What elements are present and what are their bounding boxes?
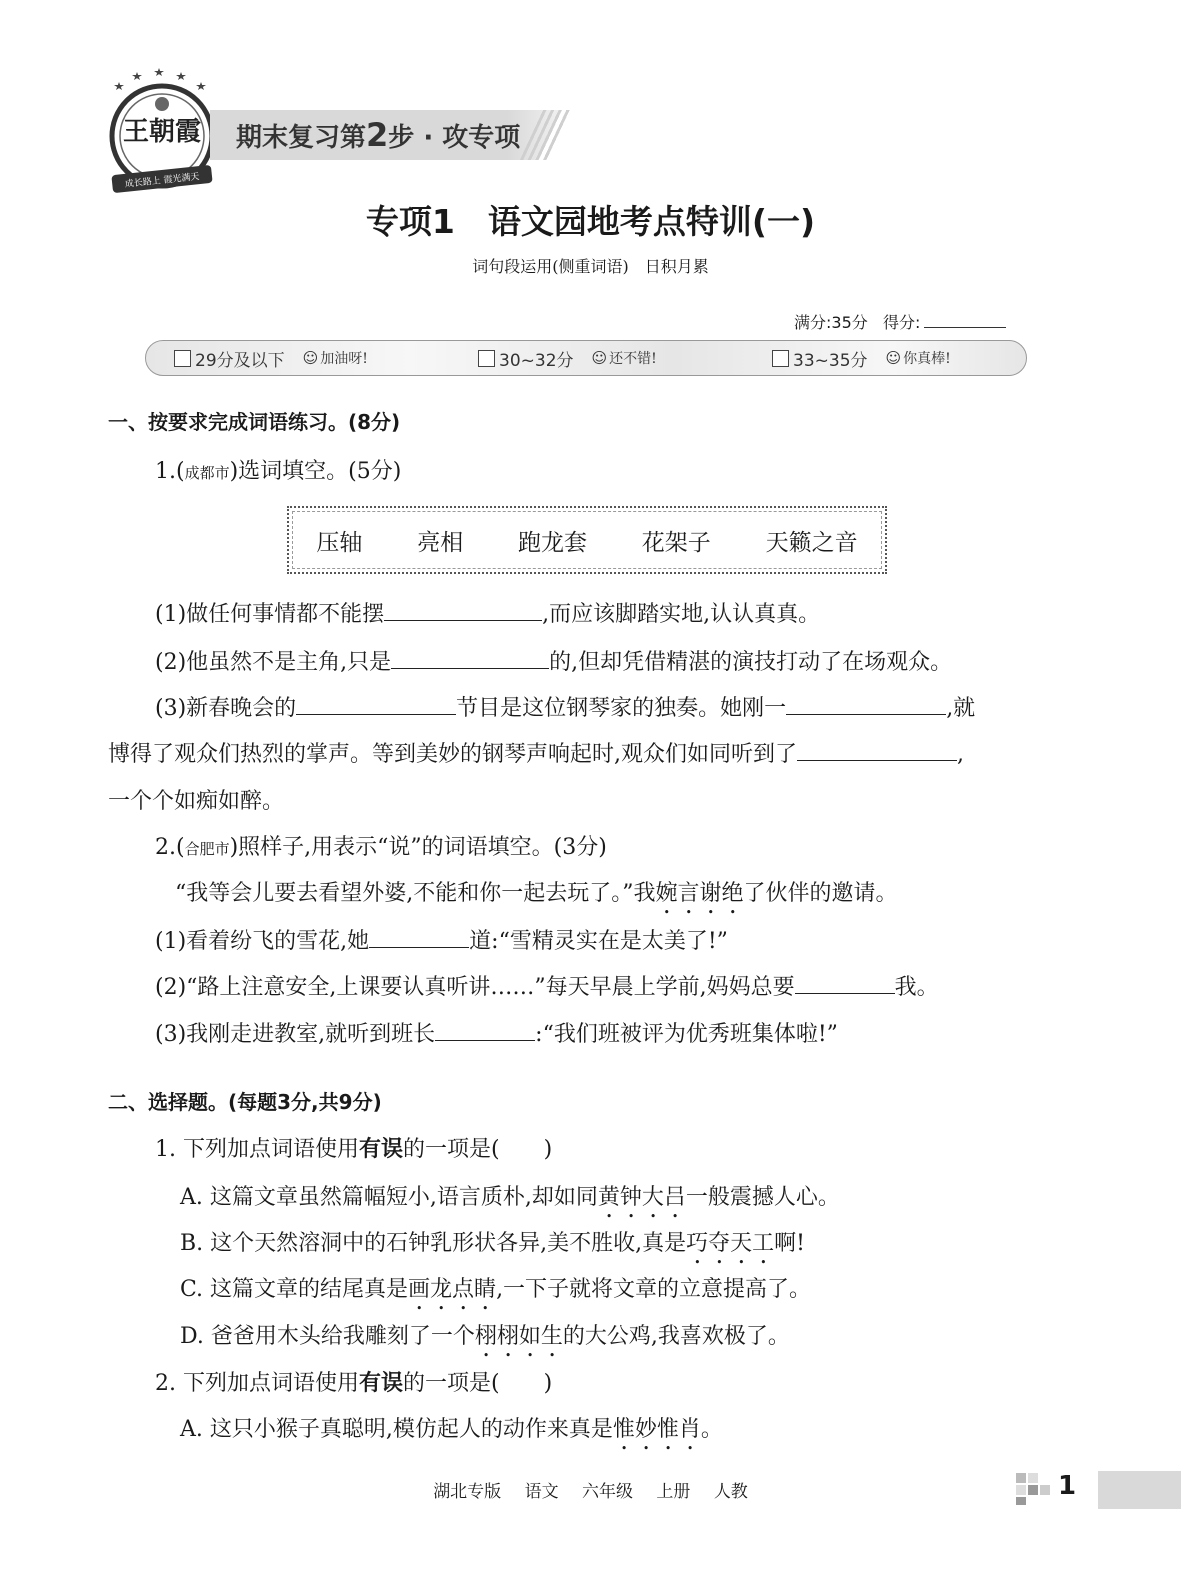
- item-text: (2)“路上注意安全,上课要认真听讲……”每天早晨上学前,妈妈总要: [155, 975, 795, 1000]
- s2-q2-stem: [155, 1366, 552, 1397]
- section-2-heading: 二、选择题。(每题3分,共9分): [108, 1090, 382, 1114]
- item-text: 道:“雪精灵实在是太美了!”: [469, 929, 728, 954]
- word-bank-item: 天籁之音: [765, 529, 858, 556]
- q-text: )选词填空。(5分): [229, 459, 402, 484]
- option-text: A. 这篇文章虽然篇幅短小,语言质朴,却如同: [180, 1185, 598, 1210]
- item-text: ,就: [946, 696, 976, 721]
- item-text: ,: [957, 742, 964, 767]
- s1-q1-item-3: [155, 691, 975, 722]
- smile-face-icon: ☺: [591, 349, 608, 367]
- got-score-blank[interactable]: [924, 327, 1006, 328]
- option-text: 啊!: [774, 1231, 806, 1256]
- smile-face-icon: ☺: [302, 349, 319, 367]
- item-text: 的一项是( ): [403, 1371, 553, 1396]
- emphasized-word: 婉言谢绝: [655, 881, 744, 906]
- logo-subtext: 成长路上 霞光满天: [124, 172, 200, 190]
- s1-q2-item-1: [155, 924, 728, 955]
- brand-logo: [104, 68, 222, 196]
- q-num: 2.(: [155, 835, 185, 860]
- grade-item: [478, 346, 657, 371]
- word-bank-item: 亮相: [417, 529, 464, 556]
- item-text: :“我们班被评为优秀班集体啦!”: [535, 1022, 838, 1047]
- option-text: ,一下子就将文章的立意提高了。: [496, 1277, 812, 1302]
- page-number: 1: [1058, 1471, 1077, 1501]
- page-corner-decoration: [1012, 1471, 1052, 1507]
- grade-checkbox[interactable]: [772, 350, 789, 367]
- emphasized-word: 惟妙惟肖: [612, 1417, 701, 1442]
- got-score-label: 得分:: [883, 313, 921, 332]
- item-text: 我。: [894, 975, 939, 1000]
- s1-q1-item-3-end: 一个个如痴如醉。: [108, 789, 285, 814]
- item-text: (3)新春晚会的: [155, 696, 297, 721]
- s2-q1-option-d[interactable]: [180, 1319, 790, 1362]
- footer: [0, 1477, 1181, 1502]
- q-num: 1.(: [155, 459, 185, 484]
- answer-blank[interactable]: [369, 946, 469, 948]
- item-text: (1)看着纷飞的雪花,她: [155, 929, 370, 954]
- answer-blank[interactable]: [391, 667, 549, 669]
- item-text: 博得了观众们热烈的掌声。等到美妙的钢琴声响起时,观众们如同听到了: [108, 742, 797, 767]
- banner-prefix: 期末复习第: [236, 123, 367, 153]
- word-bank-item: 花架子: [641, 529, 711, 556]
- banner-step: 2: [366, 116, 389, 154]
- grade-tag: 你真棒!: [903, 351, 951, 367]
- page-number-bg: [1098, 1471, 1181, 1509]
- s1-q1-item-2: [155, 645, 952, 676]
- footer-item: 六年级: [582, 1482, 633, 1502]
- item-text: “我等会儿要去看望外婆,不能和你一起去玩了。”我: [175, 881, 656, 906]
- s1-q1-stem: [155, 454, 401, 485]
- s1-q2-stem: [155, 830, 607, 861]
- grade-range: 29分及以下: [195, 350, 285, 371]
- item-text: (1)做任何事情都不能摆: [155, 602, 385, 627]
- word-bank-item: 跑龙套: [517, 529, 587, 556]
- option-text: B. 这个天然溶洞中的石钟乳形状各异,美不胜收,真是: [180, 1231, 687, 1256]
- q-text: )照样子,用表示“说”的词语填空。(3分): [229, 835, 607, 860]
- page-title: 专项1 语文园地考点特训(一): [365, 202, 816, 241]
- item-text: ,而应该脚踏实地,认认真真。: [542, 602, 821, 627]
- q-source: 合肥市: [184, 840, 230, 858]
- grade-item: [772, 346, 951, 371]
- grade-item: [174, 346, 368, 371]
- page-subtitle: 词句段运用(侧重词语) 日积月累: [472, 257, 709, 276]
- item-text: 的一项是( ): [403, 1137, 553, 1162]
- option-text: C. 这篇文章的结尾真是: [180, 1277, 409, 1302]
- grade-checkbox[interactable]: [478, 350, 495, 367]
- answer-blank[interactable]: [795, 992, 895, 994]
- item-text: 2. 下列加点词语使用: [155, 1371, 359, 1396]
- logo-text: 王朝霞: [122, 117, 202, 147]
- s1-q1-item-1: [155, 597, 820, 628]
- answer-blank[interactable]: [797, 759, 957, 761]
- footer-item: 人教: [713, 1482, 748, 1502]
- item-text: 节目是这位钢琴家的独奏。她刚一: [456, 696, 787, 721]
- grade-bar: [145, 340, 1027, 376]
- q-source: 成都市: [184, 464, 230, 482]
- word-bank-item: 压轴: [316, 529, 363, 556]
- item-text: (3)我刚走进教室,就听到班长: [155, 1022, 436, 1047]
- grade-checkbox[interactable]: [174, 350, 191, 367]
- option-text: 。: [700, 1417, 723, 1442]
- emphasized-word: 巧夺天工: [686, 1231, 775, 1256]
- grade-tag: 还不错!: [609, 351, 657, 367]
- s1-q2-item-3: [155, 1017, 838, 1048]
- grade-range: 33~35分: [793, 350, 868, 371]
- s2-q1-option-b[interactable]: [180, 1226, 805, 1269]
- s2-q1-option-a[interactable]: [180, 1180, 840, 1223]
- footer-item: 湖北专版: [433, 1482, 502, 1502]
- grade-range: 30~32分: [499, 350, 574, 371]
- option-text: 的大公鸡,我喜欢极了。: [562, 1324, 790, 1349]
- option-text: A. 这只小猴子真聪明,模仿起人的动作来真是: [180, 1417, 613, 1442]
- score-box: [794, 310, 1006, 333]
- grade-tag: 加油呀!: [320, 351, 368, 367]
- step-banner: [236, 116, 520, 154]
- s2-q1-stem: [155, 1132, 552, 1163]
- answer-blank[interactable]: [296, 713, 456, 715]
- item-text: 的,但却凭借精湛的演技打动了在场观众。: [549, 650, 953, 675]
- s1-q2-example: [175, 876, 898, 919]
- answer-blank[interactable]: [384, 619, 542, 621]
- banner-suffix: 步 · 攻专项: [388, 123, 521, 153]
- s2-q1-option-c[interactable]: [180, 1272, 811, 1315]
- emphasized-word: 黄钟大吕: [597, 1185, 686, 1210]
- footer-item: 上册: [656, 1482, 691, 1502]
- s2-q2-option-a[interactable]: [180, 1412, 723, 1455]
- footer-item: 语文: [524, 1482, 559, 1502]
- item-text: 1. 下列加点词语使用: [155, 1137, 359, 1162]
- answer-blank[interactable]: [786, 713, 946, 715]
- stem-emphasis: 有误: [358, 1137, 403, 1162]
- item-text: (2)他虽然不是主角,只是: [155, 650, 392, 675]
- full-score: 满分:35分: [794, 313, 868, 332]
- s1-q2-item-2: [155, 970, 939, 1001]
- word-bank: [287, 506, 887, 574]
- option-text: 一般震撼人心。: [685, 1185, 840, 1210]
- item-text: 了伙伴的邀请。: [743, 881, 898, 906]
- answer-blank[interactable]: [435, 1039, 535, 1041]
- emphasized-word: 栩栩如生: [474, 1324, 563, 1349]
- emphasized-word: 画龙点睛: [408, 1277, 497, 1302]
- s1-q1-item-3-cont: [108, 737, 964, 768]
- stem-emphasis: 有误: [358, 1371, 403, 1396]
- smile-face-icon: ☺: [885, 349, 902, 367]
- option-text: D. 爸爸用木头给我雕刻了一个: [180, 1324, 475, 1349]
- section-1-heading: 一、按要求完成词语练习。(8分): [108, 410, 401, 434]
